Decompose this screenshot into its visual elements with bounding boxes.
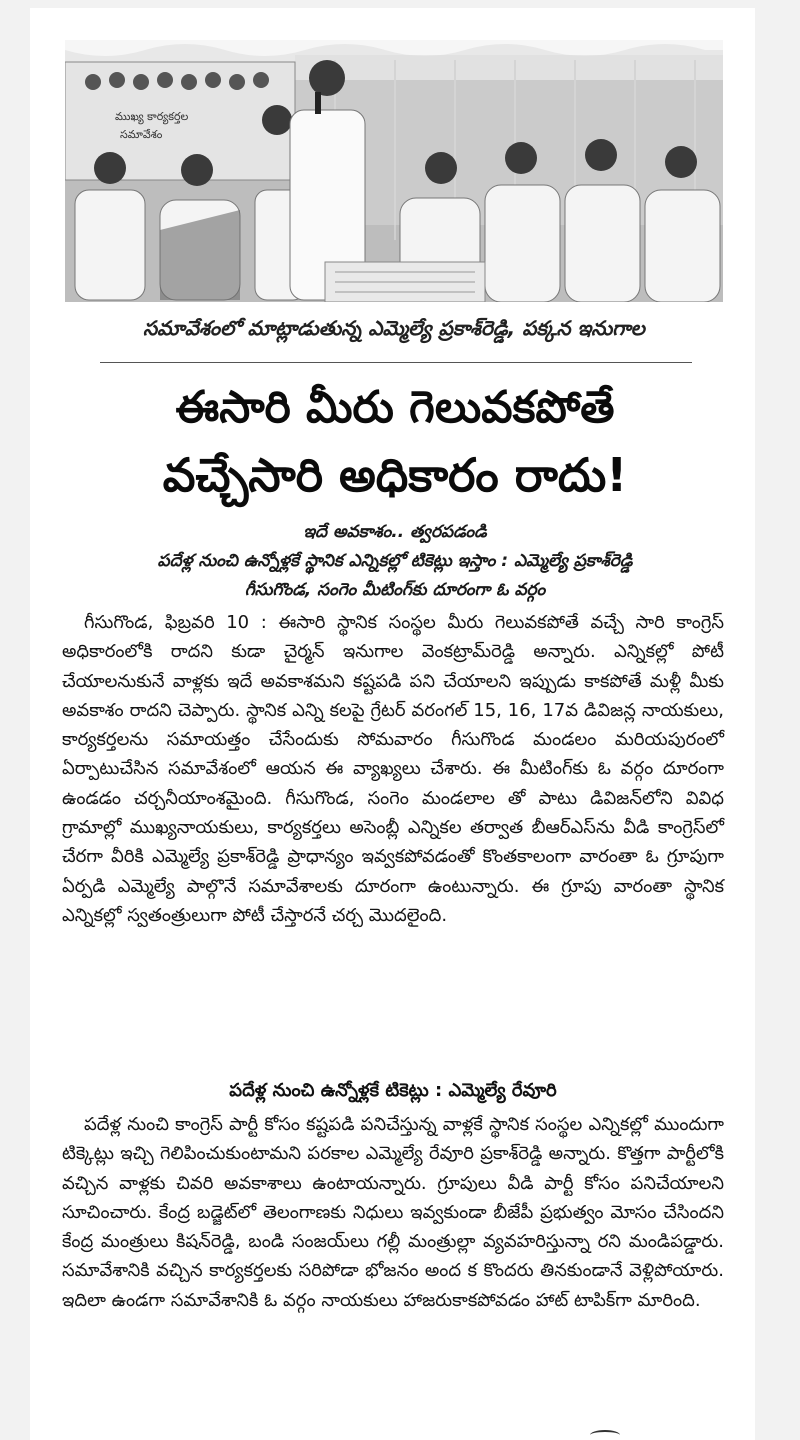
clipping-edge-mark <box>590 1430 620 1440</box>
body-subhead: పదేళ్ల నుంచి ఉన్నోళ్లకే టికెట్లు : ఎమ్మెల్యే రేవూరి <box>229 1080 557 1101</box>
meeting-photo-graphic <box>65 40 723 302</box>
deck-line-2: పదేళ్ల నుంచి ఉన్నోళ్లకే స్థానిక ఎన్నికల్లో టికెట్లు ఇస్తాం : ఎమ్మెల్యే ప్రకాశ్‌రెడ్డి <box>157 551 633 571</box>
headline-line-1: ఈసారి మీరు గెలువకపోతే <box>175 382 615 433</box>
deck-line-1: ఇదే అవకాశం.. త్వరపడండి <box>303 522 487 542</box>
banner-text-1: ముఖ్య కార్యకర్తల <box>115 110 189 123</box>
deck-line-3: గీసుగొండ, సంగెం మీటింగ్‌కు దూరంగా ఓ వర్గం <box>244 580 546 600</box>
body-paragraph-1: గీసుగొండ, ఫిబ్రవరి 10 : ఈసారి స్థానిక సంస్థల మీరు గెలువకపోతే వచ్చే సారి కాంగ్రెస్ అధికారంలోకి రాదని కుడా చైర్మన్ ఇనుగాల వెంకట్రామ్‌రెడ్డి అన్నారు. ఎన్నికల్లో పోటీ చేయాలనుకునే వాళ్లకు ఇదే అవకాశమని కష్టపడి పని చేయాలని ఇప్పుడు కాకపోతే మళ్లీ మీకు అవకాశం రాదని చెప్పారు. స్థానిక ఎన్ని కలపై గ్రేటర్ వరంగల్ 15, 16, 17వ డివిజన్ల నాయకులు, కార్యకర్తలను సమాయత్తం చేసేందుకు సోమవారం గీసుగొండ మండలం మరియపురంలో ఏర్పాటుచేసిన సమావేశంలో ఆయన ఈ వ్యాఖ్యలు చేశారు. ఈ మీటింగ్‌కు ఓ వర్గం దూరంగా ఉండడం చర్చనీయాంశమైంది. గీసుగొండ, సంగెం మండలాల తో పాటు డివిజన్‌లోని వివిధ గ్రామాల్లో ముఖ్యనాయకులు, కార్యకర్తలు అసెంబ్లీ ఎన్నికల తర్వాత బీఆర్ఎస్‌ను వీడి కాంగ్రెస్‌లో చేరగా వీరికి ఎమ్మెల్యే ప్రకాశ్‌రెడ్డి ప్రాధాన్యం ఇవ్వకపోవడంతో కొంతకాలంగా వారంతా ఓ గ్రూపుగా ఏర్పడి ఎమ్మెల్యే పాల్గొనే సమావేశాలకు దూరంగా ఉంటున్నారు. ఈ గ్రూపు వారంతా స్థానిక ఎన్నికల్లో స్వతంత్రులుగా పోటీ చేస్తారనే చర్చ మొదలైంది. <box>62 612 724 926</box>
photo-caption: సమావేశంలో మాట్లాడుతున్న ఎమ్మెల్యే ప్రకాశ్‌రెడ్డి, పక్కన ఇనుగాల <box>143 316 645 340</box>
body-paragraph-2: పదేళ్ల నుంచి కాంగ్రెస్ పార్టీ కోసం కష్టపడి పనిచేస్తున్న వాళ్లకే స్థానిక సంస్థల ఎన్నికల్లో ముందుగా టిక్కెట్లు ఇచ్చి గెలిపించుకుంటామని పరకాల ఎమ్మెల్యే రేవూరి ప్రకాశ్‌రెడ్డి అన్నారు. కొత్తగా పార్టీలోకి వచ్చిన వాళ్లకు చివరి అవకాశాలు ఉంటాయన్నారు. గ్రూపులు వీడి పార్టీ కోసం పనిచేయాలని సూచించారు. కేంద్ర బడ్జెట్‌లో తెలంగాణకు నిధులు ఇవ్వకుండా బీజేపీ ప్రభుత్వం మోసం చేసిందని కేంద్ర మంత్రులు కిషన్‌రెడ్డి, బండి సంజయ్‌లు గల్లీ మంత్రుల్లా వ్యవహరిస్తున్నా రని మండిపడ్డారు. సమావేశానికి వచ్చిన కార్యకర్తలకు సరిపోడా భోజనం అంద క కొందరు తినకుండానే వెళ్లిపోయారు. ఇదిలా ఉండగా సమావేశానికి ఓ వర్గం నాయకులు హాజరుకాకపోవడం హాట్ టాపిక్‌గా మారింది. <box>62 1114 724 1311</box>
news-photo <box>65 40 723 302</box>
banner-text-2: సమావేశం <box>120 128 163 141</box>
headline-line-2: వచ్చేసారి అధికారం రాదు! <box>162 448 628 502</box>
caption-divider <box>100 362 692 363</box>
